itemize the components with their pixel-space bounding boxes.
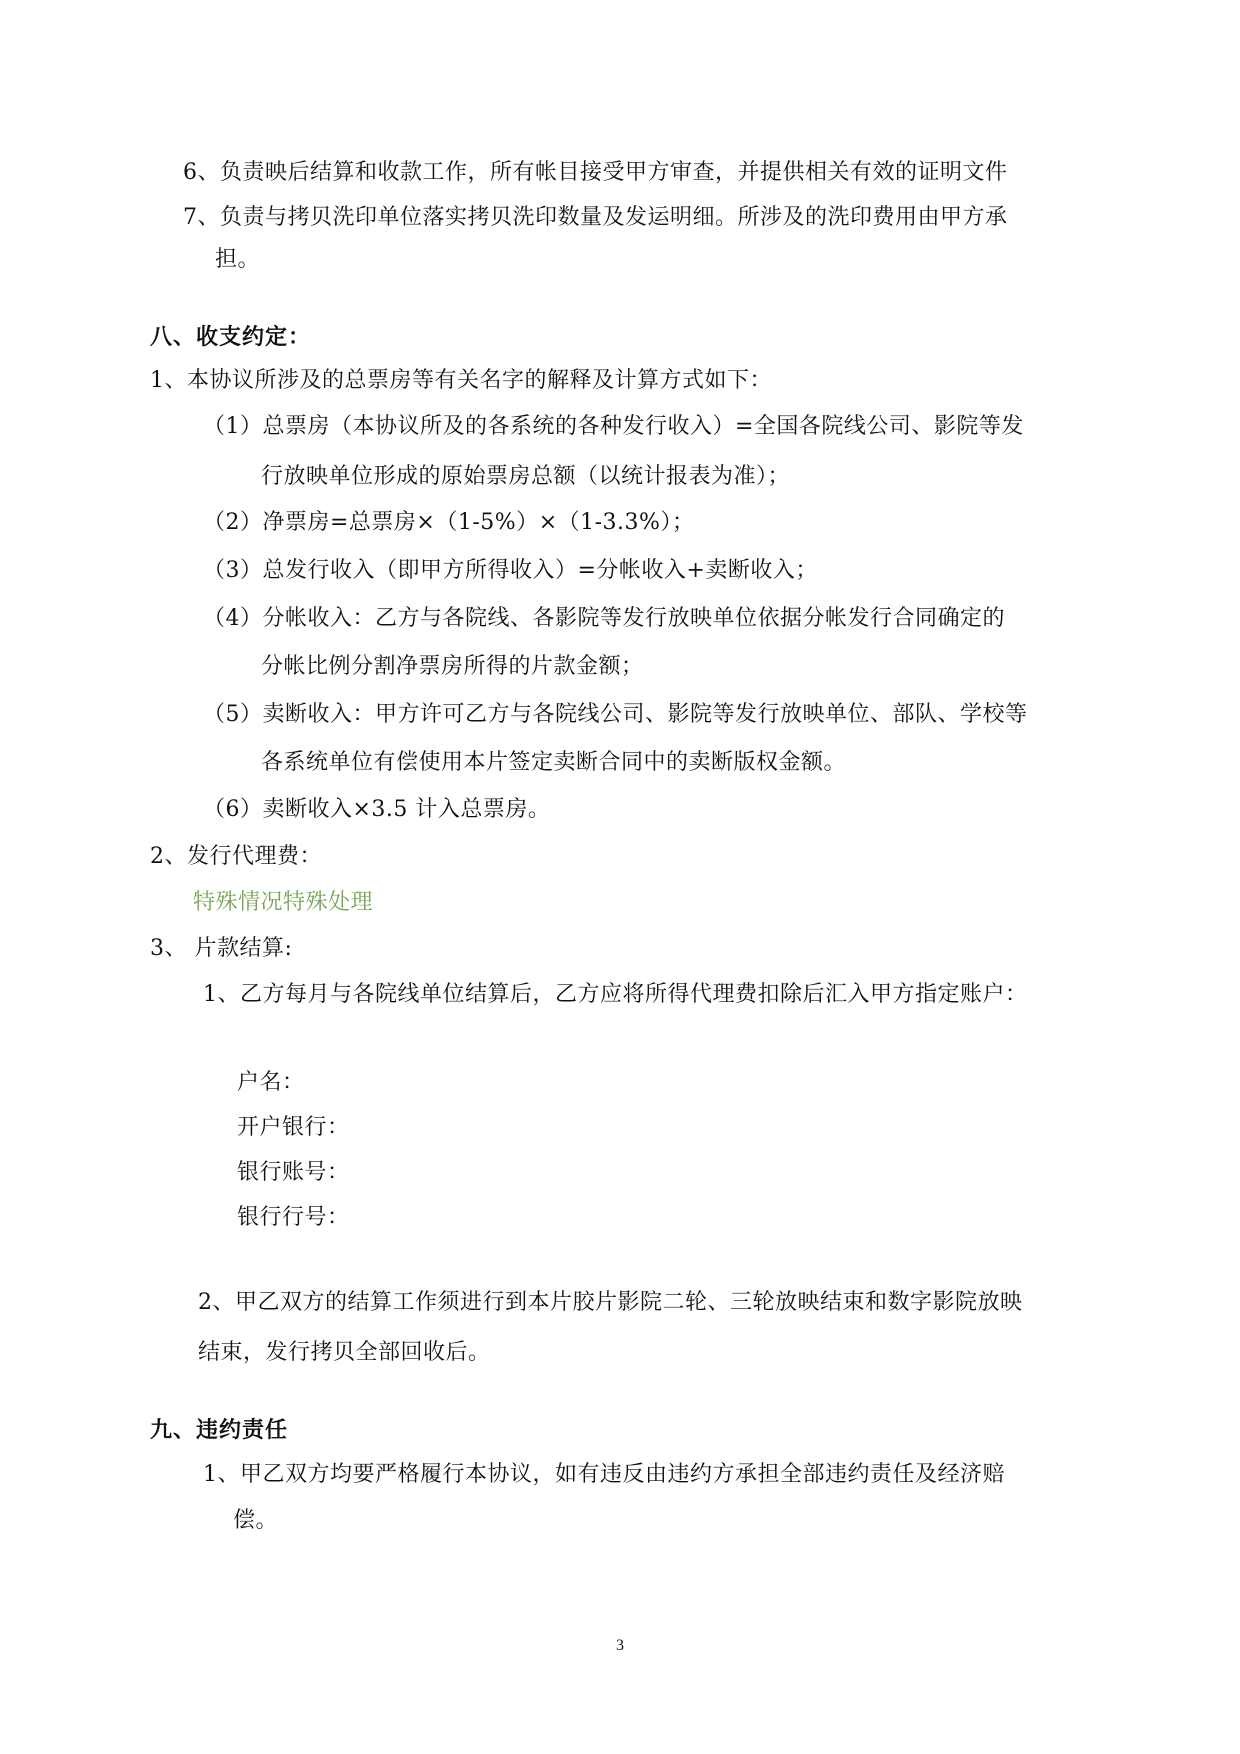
section-9-heading: 九、违约责任 <box>150 1418 289 1443</box>
clause-9-1-cont: 偿。 <box>233 1508 279 1533</box>
item-8-3-2: 2、甲乙双方的结算工作须进行到本片胶片影院二轮、三轮放映结束和数字影院放映 <box>198 1290 1023 1315</box>
account-number-label: 银行账号： <box>237 1160 350 1185</box>
bank-code-label: 银行行号： <box>237 1205 350 1230</box>
item-8-1-2: （2）净票房=总票房×（1-5%）×（1-3.3%）； <box>203 510 695 535</box>
item-8-1-6: （6）卖断收入×3.5 计入总票房。 <box>203 797 551 822</box>
clause-8-2: 2、发行代理费： <box>150 844 322 869</box>
item-8-1-4: （4）分帐收入：乙方与各院线、各影院等发行放映单位依据分帐发行合同确定的 <box>203 606 1005 631</box>
clause-7-7-cont: 担。 <box>215 247 261 272</box>
item-8-1-1-cont: 行放映单位形成的原始票房总额（以统计报表为准）； <box>261 464 791 489</box>
bank-label: 开户银行： <box>237 1115 350 1140</box>
item-8-3-2-cont: 结束，发行拷贝全部回收后。 <box>198 1340 491 1365</box>
clause-8-3: 3、 片款结算: <box>150 936 293 961</box>
item-8-1-5: （5）卖断收入：甲方许可乙方与各院线公司、影院等发行放映单位、部队、学校等 <box>203 702 1028 727</box>
clause-7-6: 6、负责映后结算和收款工作，所有帐目接受甲方审查，并提供相关有效的证明文件 <box>183 160 1008 185</box>
account-name-label: 户名： <box>237 1070 305 1095</box>
item-8-1-3: （3）总发行收入（即甲方所得收入）=分帐收入+卖断收入； <box>203 558 818 583</box>
agency-fee-note: 特殊情况特殊处理 <box>193 890 374 915</box>
clause-9-1: 1、甲乙双方均要严格履行本协议，如有违反由违约方承担全部违约责任及经济赔 <box>203 1462 1005 1487</box>
clause-7-7: 7、负责与拷贝洗印单位落实拷贝洗印数量及发运明细。所涉及的洗印费用由甲方承 <box>183 205 1008 230</box>
clause-8-1: 1、本协议所涉及的总票房等有关名字的解释及计算方式如下： <box>150 368 772 393</box>
item-8-1-5-cont: 各系统单位有偿使用本片签定卖断合同中的卖断版权金额。 <box>261 750 847 775</box>
item-8-1-4-cont: 分帐比例分割净票房所得的片款金额； <box>261 654 644 679</box>
item-8-3-1: 1、乙方每月与各院线单位结算后，乙方应将所得代理费扣除后汇入甲方指定账户： <box>203 982 1028 1007</box>
page-number: 3 <box>616 1637 624 1654</box>
section-8-heading: 八、收支约定： <box>150 325 312 350</box>
item-8-1-1: （1）总票房（本协议所及的各系统的各种发行收入）=全国各院线公司、影院等发 <box>203 414 1024 439</box>
